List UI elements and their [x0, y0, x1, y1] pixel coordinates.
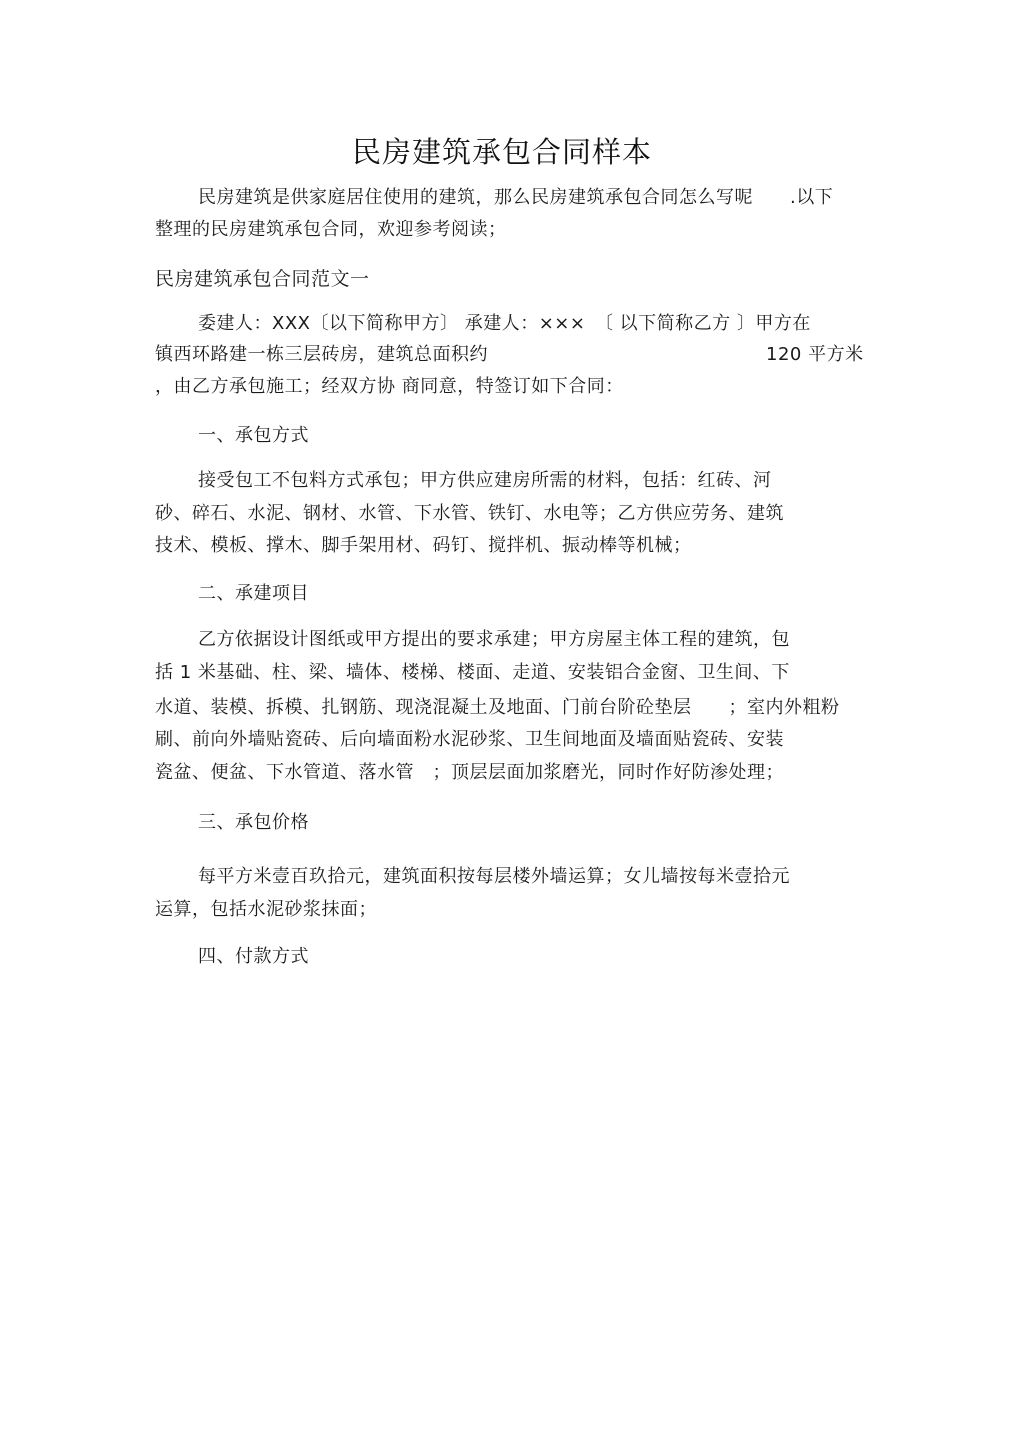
section-2-line-2: 括 1 米基础、柱、梁、墙体、楼梯、楼面、走道、安装铝合金窗、卫生间、下 — [155, 662, 790, 683]
parties-line-2-right: 120 平方米 — [766, 344, 864, 365]
section-2-heading: 二、承建项目 — [198, 583, 309, 604]
parties-line-3: ，由乙方承包施工；经双方协 商同意，特签订如下合同： — [155, 376, 624, 397]
section-2-line-5: 瓷盆、便盆、下水管道、落水管 ；顶层层面加浆磨光，同时作好防渗处理； — [155, 762, 784, 783]
document-title: 民房建筑承包合同样本 — [351, 135, 652, 169]
section-2-line-3: 水道、装模、拆模、扎钢筋、现浇混凝土及地面、门前台阶砼垫层 ；室内外粗粉 — [155, 697, 840, 718]
section-1-line-1: 接受包工不包料方式承包；甲方供应建房所需的材料，包括：红砖、河 — [198, 470, 772, 491]
section-1-line-2: 砂、碎石、水泥、钢材、水管、下水管、铁钉、水电等；乙方供应劳务、建筑 — [155, 503, 784, 524]
section-3-line-2: 运算，包括水泥砂浆抹面； — [155, 899, 377, 920]
section-4-heading: 四、付款方式 — [198, 946, 309, 967]
intro-line-2: 整理的民房建筑承包合同，欢迎参考阅读； — [155, 219, 507, 240]
parties-line-1: 委建人：XXX〔以下简称甲方〕 承建人：××× 〔 以下简称乙方 〕甲方在 — [198, 313, 811, 334]
section-title: 民房建筑承包合同范文一 — [155, 268, 370, 290]
section-2-line-4: 刷、前向外墙贴瓷砖、后向墙面粉水泥砂浆、卫生间地面及墙面贴瓷砖、安装 — [155, 729, 784, 750]
section-3-line-1: 每平方米壹百玖拾元，建筑面积按每层楼外墙运算；女儿墙按每米壹拾元 — [198, 866, 790, 887]
section-1-heading: 一、承包方式 — [198, 425, 309, 446]
section-3-heading: 三、承包价格 — [198, 812, 309, 833]
parties-line-2-left: 镇西环路建一栋三层砖房，建筑总面积约 — [155, 344, 488, 365]
intro-line-1: 民房建筑是供家庭居住使用的建筑，那么民房建筑承包合同怎么写呢 .以下 — [198, 187, 834, 208]
section-1-line-3: 技术、模板、撑木、脚手架用材、码钉、搅拌机、振动棒等机械； — [155, 535, 692, 556]
section-2-line-1: 乙方依据设计图纸或甲方提出的要求承建；甲方房屋主体工程的建筑，包 — [198, 629, 790, 650]
